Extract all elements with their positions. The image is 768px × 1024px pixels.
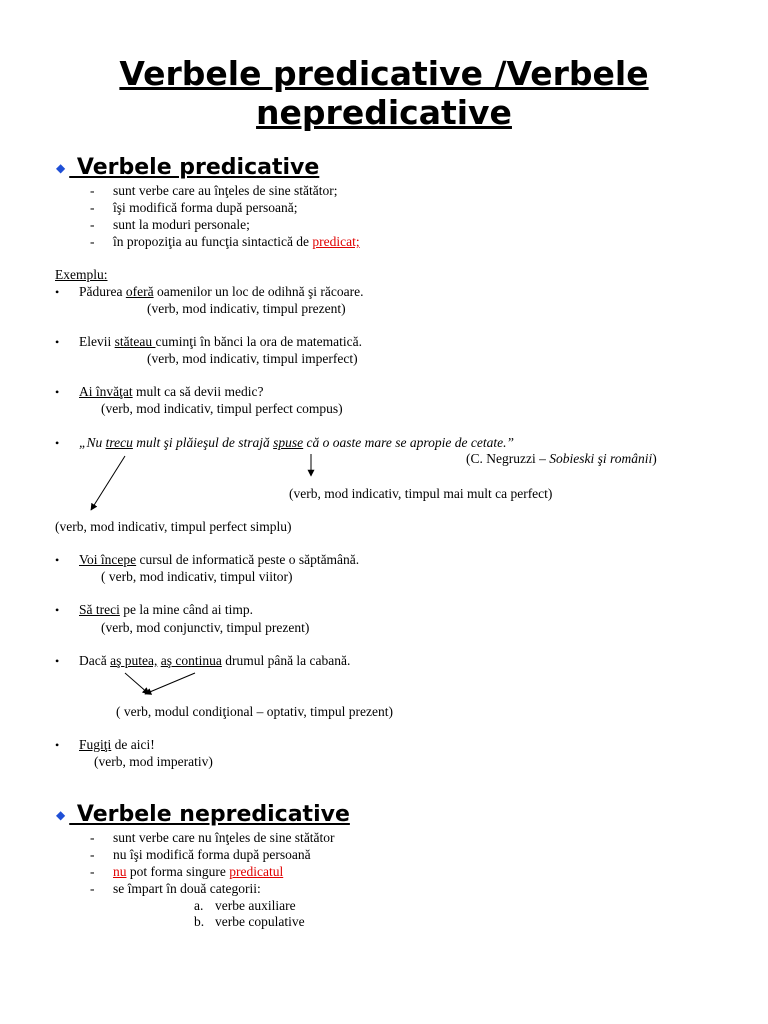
list-item: nu pot forma singure predicatul <box>113 864 284 879</box>
dash-marker: - <box>90 830 95 845</box>
arrow-as-putea <box>125 673 149 694</box>
diamond-bullet-icon: ◆ <box>56 161 66 175</box>
list-item: se împart în două categorii: <box>113 881 261 896</box>
dash-marker: - <box>90 200 95 215</box>
dash-marker: - <box>90 234 95 249</box>
sub-item: verbe copulative <box>215 914 305 929</box>
diamond-bullet-icon: ◆ <box>56 808 66 822</box>
example-note: (verb, mod indicativ, timpul mai mult ca perfect) <box>289 486 553 501</box>
sub-item: verbe auxiliare <box>215 898 296 913</box>
section-heading-nepredicative <box>56 802 350 828</box>
example-note: ( verb, modul condiţional – optativ, timpul prezent) <box>116 704 393 719</box>
section-heading-text: Verbele predicative <box>69 155 320 180</box>
list-item: nu îşi modifică forma după persoană <box>113 847 311 862</box>
example-note: (verb, mod indicativ, timpul perfect compus) <box>101 401 343 416</box>
example-note: (verb, mod imperativ) <box>94 754 213 769</box>
quote-source: (C. Negruzzi – Sobieski şi românii) <box>466 451 657 466</box>
example-sentence: Să treci pe la mine când ai timp. <box>79 602 253 617</box>
bullet-marker: • <box>55 738 60 752</box>
bullet-marker: • <box>55 436 60 450</box>
dash-marker: - <box>90 847 95 862</box>
example-note: (verb, mod indicativ, timpul prezent) <box>147 301 346 316</box>
sub-item-marker: b. <box>194 914 205 929</box>
bullet-marker: • <box>55 385 60 399</box>
list-item: îşi modifică forma după persoană; <box>113 200 298 215</box>
bullet-marker: • <box>55 553 60 567</box>
example-note: ( verb, mod indicativ, timpul viitor) <box>101 569 293 584</box>
dash-marker: - <box>90 864 95 879</box>
example-sentence: Pădurea oferă oamenilor un loc de odihnă şi răcoare. <box>79 284 364 299</box>
bullet-marker: • <box>55 654 60 668</box>
bullet-marker: • <box>55 285 60 299</box>
bullet-marker: • <box>55 335 60 349</box>
example-label: Exemplu: <box>55 267 108 282</box>
page-title-line-1: Verbele predicative /Verbele <box>119 54 649 93</box>
arrow-trecu <box>91 456 125 510</box>
list-item: sunt verbe care au înţeles de sine stătător; <box>113 183 338 198</box>
dash-marker: - <box>90 217 95 232</box>
example-quote: „Nu trecu mult şi plăieşul de strajă spuse că o oaste mare se apropie de cetate.” <box>79 435 514 450</box>
dash-marker: - <box>90 881 95 896</box>
list-item: sunt verbe care nu înţeles de sine stătător <box>113 830 335 845</box>
example-note: (verb, mod indicativ, timpul perfect simplu) <box>55 519 292 534</box>
example-sentence: Voi începe cursul de informatică peste o săptămână. <box>79 552 360 567</box>
sub-item-marker: a. <box>194 898 204 913</box>
example-sentence: Elevii stăteau cuminţi în bănci la ora de matematică. <box>79 334 363 349</box>
example-sentence: Fugiţi de aici! <box>79 737 155 752</box>
highlighted-term: predicat; <box>312 234 360 249</box>
list-item: sunt la moduri personale; <box>113 217 250 232</box>
example-sentence: Ai învăţat mult ca să devii medic? <box>79 384 264 399</box>
list-item: în propoziţia au funcţia sintactică de predicat; <box>113 234 360 249</box>
dash-marker: - <box>90 183 95 198</box>
example-note: (verb, mod conjunctiv, timpul prezent) <box>101 620 310 635</box>
example-sentence: Dacă aş putea, aş continua drumul până la cabană. <box>79 653 351 668</box>
example-note: (verb, mod indicativ, timpul imperfect) <box>147 351 358 366</box>
page-title-line-2: nepredicative <box>256 93 512 132</box>
bullet-marker: • <box>55 603 60 617</box>
arrow-as-continua <box>145 673 195 694</box>
section-heading-text: Verbele nepredicative <box>69 802 350 827</box>
